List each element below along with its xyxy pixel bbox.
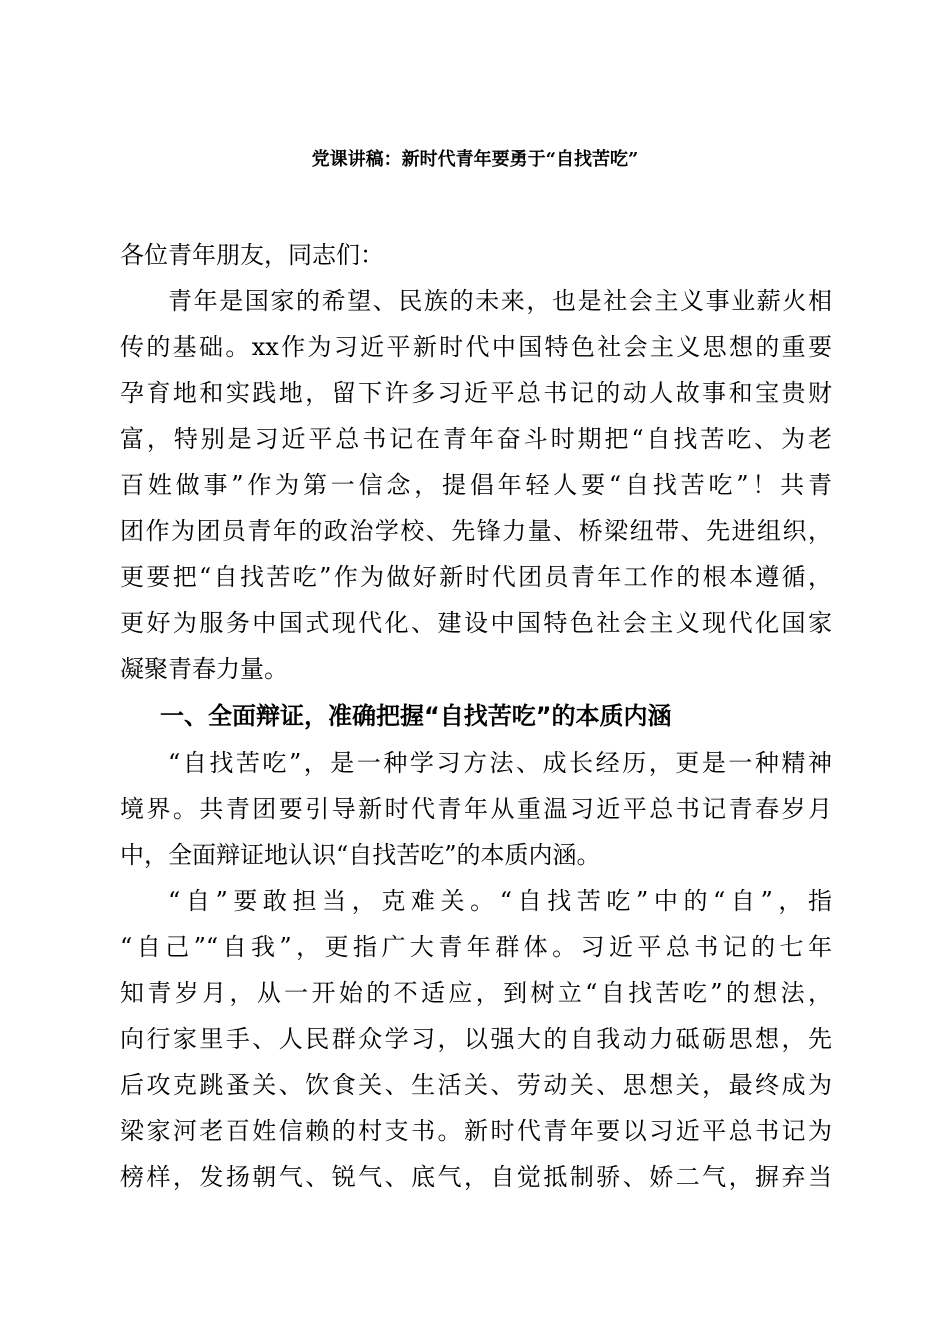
- paragraph-line: 境界。共青团要引导新时代青年从重温习近平总书记青春岁月: [120, 795, 832, 823]
- paragraph-line: 梁家河老百姓信赖的村支书。新时代青年要以习近平总书记为: [120, 1117, 832, 1145]
- section-paragraph: [120, 740, 832, 878]
- paragraph-line: “自找苦吃”，是一种学习方法、成长经历，更是一种精神: [168, 749, 832, 777]
- paragraph-line: 孕育地和实践地，留下许多习近平总书记的动人故事和宝贵财: [120, 379, 832, 407]
- paragraph-line: “自”要敢担当，克难关。“自找苦吃”中的“自”，指: [168, 887, 832, 915]
- section-heading: 一、全面辩证，准确把握“自找苦吃”的本质内涵: [160, 702, 672, 730]
- document-title: 党课讲稿：新时代青年要勇于“自找苦吃”: [311, 149, 639, 170]
- paragraph-line: 富，特别是习近平总书记在青年奋斗时期把“自找苦吃、为老: [120, 425, 832, 453]
- intro-paragraph: [120, 278, 832, 692]
- paragraph-line: 团作为团员青年的政治学校、先锋力量、桥梁纽带、先进组织，: [120, 517, 832, 545]
- paragraph-line: 青年是国家的希望、民族的未来，也是社会主义事业薪火相: [168, 287, 832, 315]
- paragraph-line: 知青岁月，从一开始的不适应，到树立“自找苦吃”的想法，: [120, 979, 832, 1007]
- paragraph-line: 向行家里手、人民群众学习，以强大的自我动力砥砺思想，先: [120, 1025, 832, 1053]
- paragraph-line: 中，全面辩证地认识“自找苦吃”的本质内涵。: [120, 841, 601, 869]
- paragraph-line: 榜样，发扬朝气、锐气、底气，自觉抵制骄、娇二气，摒弃当: [120, 1163, 832, 1191]
- section-paragraph: [120, 878, 832, 1200]
- paragraph-line: 百姓做事”作为第一信念，提倡年轻人要“自找苦吃”！共青: [120, 471, 832, 499]
- paragraph-line: 传的基础。xx作为习近平新时代中国特色社会主义思想的重要: [120, 333, 832, 361]
- paragraph-line: “自己”“自我”，更指广大青年群体。习近平总书记的七年: [120, 933, 832, 961]
- paragraph-line: 更好为服务中国式现代化、建设中国特色社会主义现代化国家: [120, 609, 832, 637]
- paragraph-line: 更要把“自找苦吃”作为做好新时代团员青年工作的根本遵循，: [120, 563, 832, 591]
- paragraph-line: 后攻克跳蚤关、饮食关、生活关、劳动关、思想关，最终成为: [120, 1071, 832, 1099]
- document-body: [120, 232, 832, 1200]
- salutation: 各位青年朋友，同志们：: [120, 241, 384, 269]
- paragraph-line: 凝聚青春力量。: [120, 655, 288, 683]
